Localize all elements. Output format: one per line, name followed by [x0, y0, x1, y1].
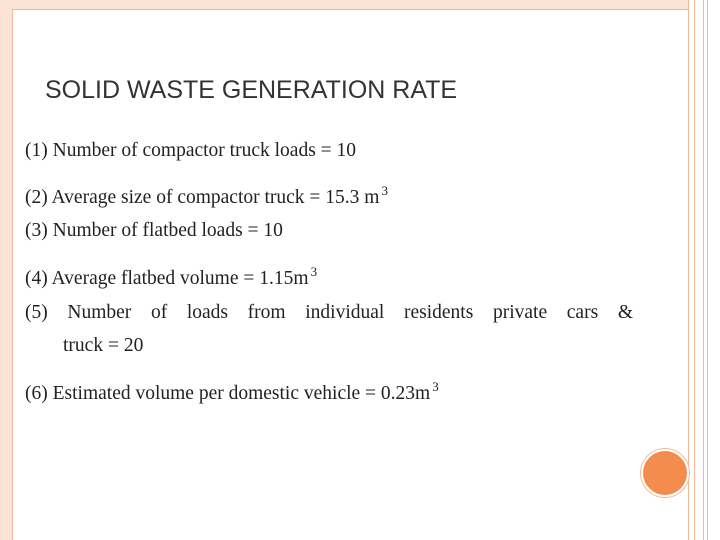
- slide-title: SOLID WASTE GENERATION RATE: [45, 76, 458, 104]
- list-item-1: [25, 134, 633, 167]
- list-item-4-superscript: 3: [310, 264, 318, 279]
- list-item-1-text: (1) Number of compactor truck loads = 10: [25, 140, 357, 161]
- frame-right-line-3: [703, 0, 704, 540]
- list-item-6-superscript: 3: [432, 379, 439, 394]
- list-item-6-text: (6) Estimated volume per domestic vehicle = 0.23m: [25, 383, 431, 404]
- frame-right-line-4: [707, 0, 708, 540]
- frame-left-line: [12, 9, 13, 540]
- list-item-2-text: (2) Average size of compactor truck = 15.3 m: [25, 187, 380, 208]
- frame-top-line: [12, 9, 688, 10]
- frame-left-band: [0, 0, 12, 540]
- decorative-circle-icon: [641, 449, 689, 497]
- frame-right-line-2: [694, 0, 695, 540]
- list-item-6: [25, 370, 633, 410]
- list-item-2: [25, 174, 633, 214]
- frame-right-line-1: [688, 0, 689, 540]
- list-item-3: [25, 214, 633, 247]
- list-item-5-line-1: (5) Number of loads from individual residents private cars &: [25, 302, 633, 323]
- list-item-3-text: (3) Number of flatbed loads = 10: [25, 220, 283, 241]
- list-item-2-superscript: 3: [381, 183, 388, 198]
- list-item-5: [25, 296, 633, 362]
- list-item-5-line-2: truck = 20: [63, 335, 144, 356]
- list-item-4-text: (4) Average flatbed volume = 1.15m: [25, 268, 309, 289]
- frame-top-band: [12, 0, 688, 9]
- list-item-4: [25, 255, 633, 295]
